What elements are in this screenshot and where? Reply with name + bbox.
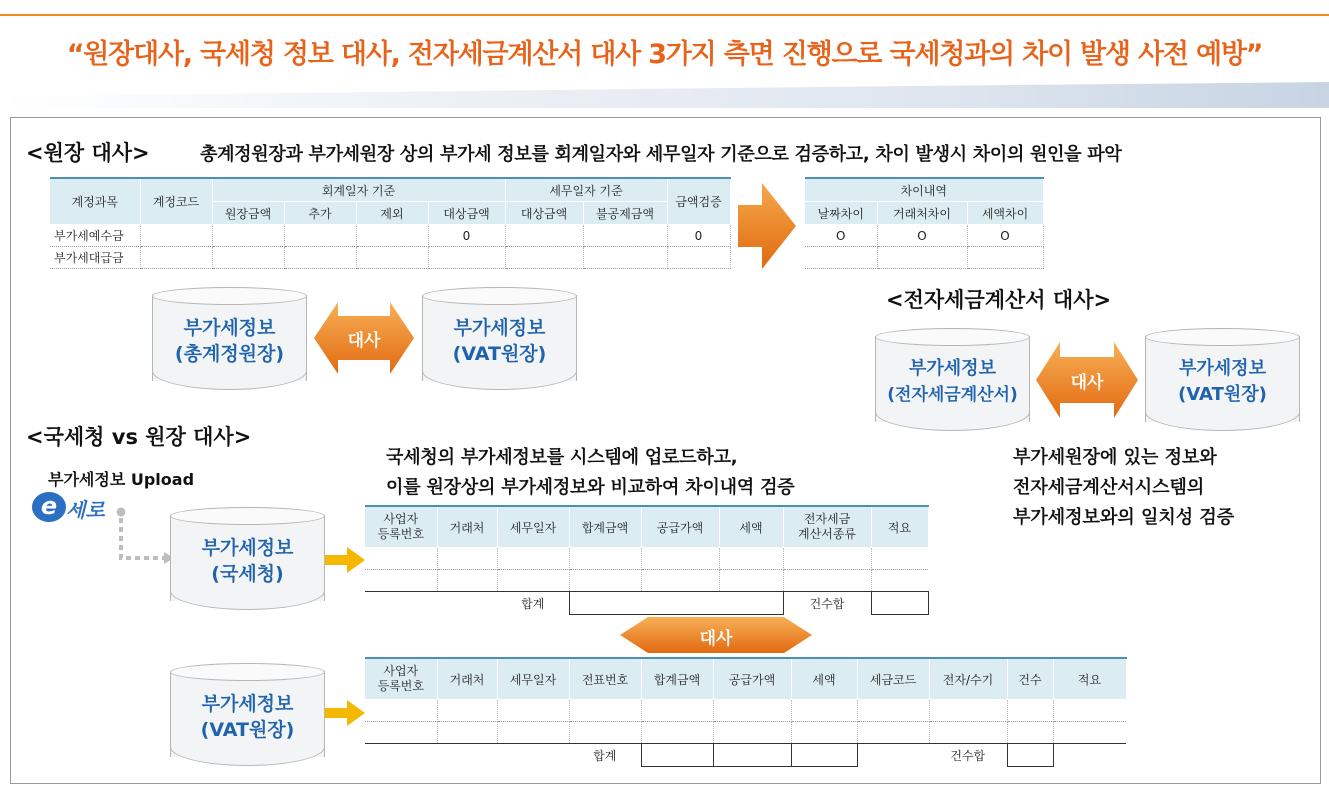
col-code: 계정코드 — [140, 178, 212, 225]
table-row — [805, 225, 1043, 247]
table-row — [365, 570, 928, 592]
ledger-table — [50, 177, 731, 269]
count-label: 건수합 — [929, 744, 1007, 767]
sum-label: 합계 — [569, 744, 641, 767]
cell — [428, 247, 505, 269]
db-label: 부가세정보 — [909, 358, 996, 379]
sub-add: 추가 — [284, 202, 356, 225]
page-title: “원장대사, 국세청 정보 대사, 전자세금계산서 대사 3가지 측면 진행으로 국세청과의 차이 발생 사전 예방” — [66, 39, 1263, 70]
nts-heading: <국세청 vs 원장 대사> — [26, 425, 252, 449]
col-memo: 적요 — [871, 506, 928, 548]
col-tax: 세액 — [791, 658, 857, 700]
diff-title: 차이내역 — [805, 178, 1043, 202]
col-count: 건수 — [1007, 658, 1053, 700]
db-label: 부가세정보 — [201, 537, 294, 559]
cell — [284, 225, 356, 247]
einvoice-heading: <전자세금계산서 대사> — [886, 288, 1112, 312]
col-voucher-no: 전표번호 — [569, 658, 641, 700]
db-label: (총계정원장) — [174, 343, 285, 365]
cell — [284, 247, 356, 269]
col-tax-date: 세무일자 — [497, 658, 569, 700]
compare-label: 대사 — [347, 331, 381, 351]
table-row — [365, 700, 1126, 722]
col-tax: 세액 — [719, 506, 783, 548]
cell: O — [877, 225, 967, 247]
count-box — [1007, 744, 1053, 767]
header-rule — [0, 14, 1329, 16]
col-supply: 공급가액 — [713, 658, 791, 700]
compare-label: 대사 — [699, 629, 733, 649]
cell — [667, 247, 730, 269]
sub-nondeductible: 불공제금액 — [583, 202, 667, 225]
sum-box — [641, 744, 713, 767]
cell — [805, 247, 877, 269]
db-label: 부가세정보 — [201, 693, 294, 715]
sub-ledger-amount: 원장금액 — [212, 202, 284, 225]
note-line: 전자세금계산서시스템의 — [1013, 477, 1205, 498]
cell: O — [805, 225, 877, 247]
col-amount-check: 금액검증 — [667, 178, 730, 225]
db-label: 부가세정보 — [1179, 358, 1266, 379]
col-total: 합계금액 — [569, 506, 641, 548]
col-partner-diff: 거래처차이 — [877, 202, 967, 225]
sub-target-amount-tax: 대상금액 — [505, 202, 583, 225]
cell: 부가세예수금 — [50, 225, 140, 247]
compare-label: 대사 — [1070, 373, 1104, 393]
cell: 부가세대급금 — [50, 247, 140, 269]
db-vat-ledger — [422, 287, 577, 391]
ledger-heading: <원장 대사> — [26, 141, 150, 165]
note-line: 부가세원장에 있는 정보와 — [1013, 447, 1217, 468]
db-label: 부가세정보 — [453, 317, 546, 339]
col-date-diff: 날짜차이 — [805, 202, 877, 225]
group-acct-date: 회계일자 기준 — [212, 178, 505, 202]
db-vat-ledger-2 — [1145, 328, 1300, 432]
col-einvoice-type: 전자세금 계산서종류 — [783, 506, 871, 548]
sum-box — [713, 744, 791, 767]
cell — [356, 225, 428, 247]
cell — [212, 247, 284, 269]
sub-exclude: 제외 — [356, 202, 428, 225]
table-row — [805, 247, 1043, 269]
cell — [583, 247, 667, 269]
note-line: 부가세정보와의 일치성 검증 — [1013, 507, 1235, 528]
col-biz-no: 사업자 등록번호 — [365, 658, 437, 700]
col-memo: 적요 — [1053, 658, 1126, 700]
arrow-right-icon — [325, 547, 365, 573]
count-label: 건수합 — [783, 592, 871, 615]
arrow-right-icon — [738, 183, 796, 269]
db-label: (전자세금계산서) — [887, 385, 1018, 405]
esero-e-icon: e — [32, 492, 66, 522]
col-tax-code: 세금코드 — [857, 658, 929, 700]
ledger-description: 총계정원장과 부가세원장 상의 부가세 정보를 회계일자와 세무일자 기준으로 검증하고, 차이 발생시 차이의 원인을 파악 — [200, 144, 1122, 165]
nts-description — [386, 443, 794, 503]
group-tax-date: 세무일자 기준 — [505, 178, 667, 202]
sum-box — [569, 592, 783, 615]
db-label: 부가세정보 — [183, 317, 276, 339]
col-supply: 공급가액 — [641, 506, 719, 548]
desc-line: 국세청의 부가세정보를 시스템에 업로드하고, — [386, 447, 738, 468]
cell — [877, 247, 967, 269]
cell: O — [967, 225, 1043, 247]
sub-target-amount: 대상금액 — [428, 202, 505, 225]
db-label: (VAT원장) — [200, 719, 295, 741]
cell — [505, 247, 583, 269]
col-partner: 거래처 — [437, 658, 497, 700]
cell: 0 — [428, 225, 505, 247]
esero-logo-text: 세로 — [66, 498, 105, 522]
cell — [212, 225, 284, 247]
table-row — [365, 722, 1126, 744]
cell — [356, 247, 428, 269]
upload-connector-icon — [112, 506, 174, 566]
table-row — [50, 247, 730, 269]
db-vat-ledger-3 — [170, 663, 325, 767]
vat-table — [365, 657, 1127, 767]
sum-box — [791, 744, 857, 767]
col-tax-date: 세무일자 — [497, 506, 569, 548]
db-einvoice — [875, 328, 1030, 432]
nts-table — [365, 505, 929, 615]
cell — [505, 225, 583, 247]
db-label: (국세청) — [211, 563, 284, 585]
db-label: (VAT원장) — [452, 343, 547, 365]
count-box — [871, 592, 928, 615]
db-nts — [170, 507, 325, 611]
db-general-ledger — [152, 287, 307, 391]
einvoice-note — [1013, 443, 1234, 533]
col-tax-diff: 세액차이 — [967, 202, 1043, 225]
col-total: 합계금액 — [641, 658, 713, 700]
col-biz-no: 사업자 등록번호 — [365, 506, 437, 548]
arrow-right-icon — [325, 700, 365, 726]
cell — [583, 225, 667, 247]
esero-logo — [32, 492, 122, 524]
upload-label: 부가세정보 Upload — [48, 470, 195, 489]
cell: 0 — [667, 225, 730, 247]
table-row — [50, 225, 730, 247]
col-partner: 거래처 — [437, 506, 497, 548]
col-e-manual: 전자/수기 — [929, 658, 1007, 700]
col-account: 계정과목 — [50, 178, 140, 225]
header-swoosh — [0, 82, 1329, 108]
sum-label: 합계 — [497, 592, 569, 615]
db-label: (VAT원장) — [1178, 384, 1267, 405]
cell — [967, 247, 1043, 269]
cell — [140, 225, 212, 247]
desc-line: 이를 원장상의 부가세정보와 비교하여 차이내역 검증 — [386, 477, 795, 498]
cell — [140, 247, 212, 269]
table-row — [365, 548, 928, 570]
diff-table — [805, 177, 1044, 269]
